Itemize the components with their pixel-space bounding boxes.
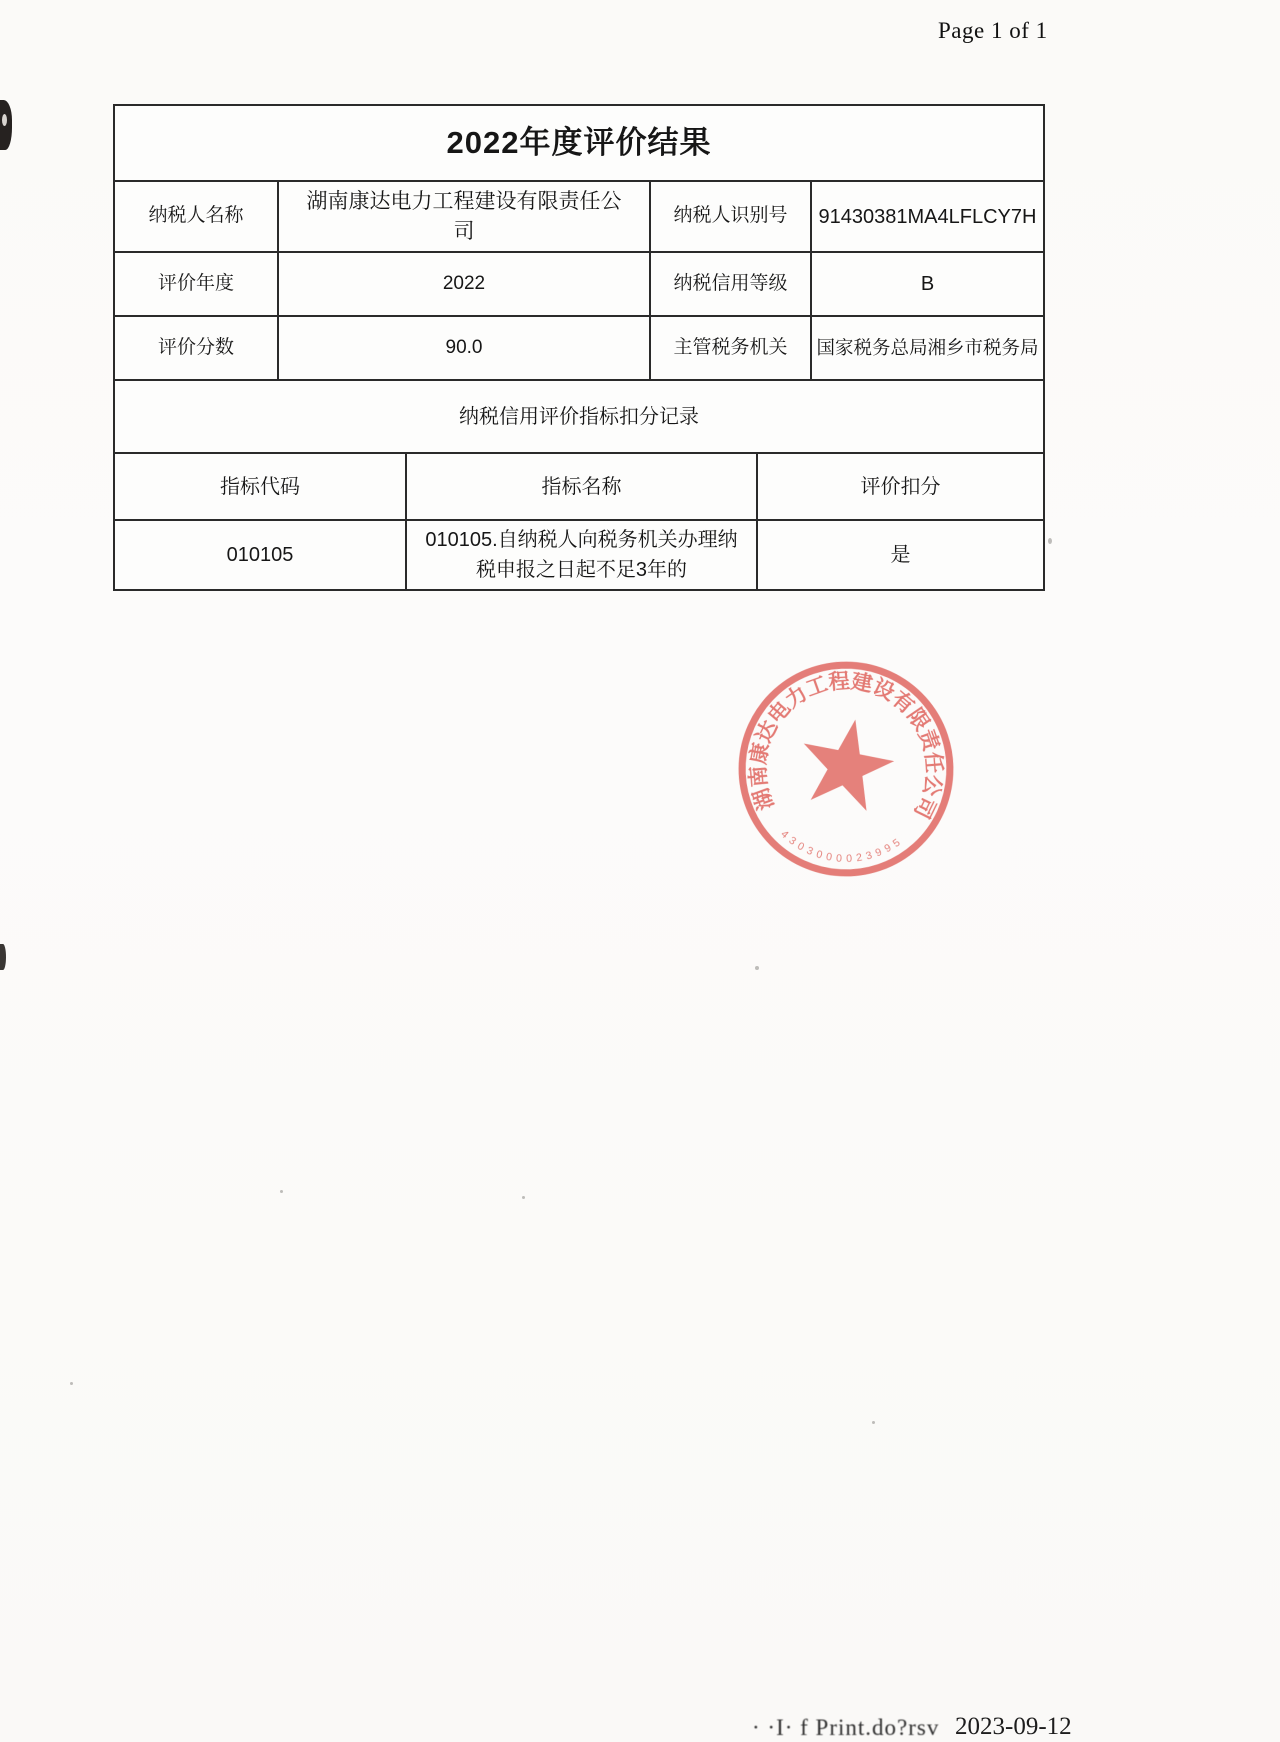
scan-speck <box>522 1196 525 1199</box>
company-seal <box>724 647 968 891</box>
print-footer <box>0 1713 1280 1742</box>
print-date: 2023-09-12 <box>955 1713 1072 1740</box>
section-header-row <box>115 379 1043 452</box>
deduction-data-row <box>115 519 1043 589</box>
seal-company-name: 湖南康达电力工程建设有限责任公司 <box>746 669 946 822</box>
tax-authority-label: 主管税务机关 <box>649 317 810 379</box>
evaluation-year-value: 2022 <box>277 253 649 315</box>
scan-edge-artifact <box>0 100 12 150</box>
deduction-header: 评价扣分 <box>756 454 1043 519</box>
deduction-header-row <box>115 452 1043 519</box>
scan-speck <box>755 966 759 970</box>
page-indicator: Page 1 of 1 <box>938 18 1048 43</box>
seal-serial-number: 4303000023995 <box>778 828 907 865</box>
indicator-name-header: 指标名称 <box>405 454 756 519</box>
section-title: 纳税信用评价指标扣分记录 <box>459 405 699 428</box>
scan-edge-artifact <box>0 944 6 970</box>
seal-star-icon <box>800 717 896 812</box>
print-url-fragment: · ·I· f Print.do?rsv <box>752 1715 940 1740</box>
report-title: 2022年度评价结果 <box>446 125 712 161</box>
seal-graphic <box>724 647 968 891</box>
table-title-row <box>115 106 1043 180</box>
evaluation-year-label: 评价年度 <box>157 272 234 294</box>
scan-speck <box>70 1382 73 1385</box>
credit-grade-label: 纳税信用等级 <box>649 253 810 315</box>
scan-speck <box>1048 538 1052 544</box>
indicator-name-cell: 010105.自纳税人向税务机关办理纳税申报之日起不足3年的 <box>405 521 756 589</box>
table-row <box>115 180 1043 251</box>
scan-speck <box>280 1190 283 1193</box>
taxpayer-name-value: 湖南康达电力工程建设有限责任公司 <box>277 182 649 251</box>
deduction-value-cell: 是 <box>756 521 1043 589</box>
indicator-code-cell: 010105 <box>226 544 294 566</box>
evaluation-result-table <box>113 104 1045 591</box>
credit-grade-value: B <box>810 253 1043 315</box>
indicator-code-header: 指标代码 <box>220 475 300 498</box>
table-row <box>115 315 1043 379</box>
scan-speck <box>872 1421 875 1424</box>
taxpayer-id-value: 91430381MA4LFLCY7H <box>810 182 1043 251</box>
tax-authority-value: 国家税务总局湘乡市税务局 <box>810 317 1043 379</box>
taxpayer-id-label: 纳税人识别号 <box>649 182 810 251</box>
table-row <box>115 251 1043 315</box>
taxpayer-name-label: 纳税人名称 <box>148 205 244 227</box>
evaluation-score-value: 90.0 <box>277 317 649 379</box>
evaluation-score-label: 评价分数 <box>157 336 234 358</box>
